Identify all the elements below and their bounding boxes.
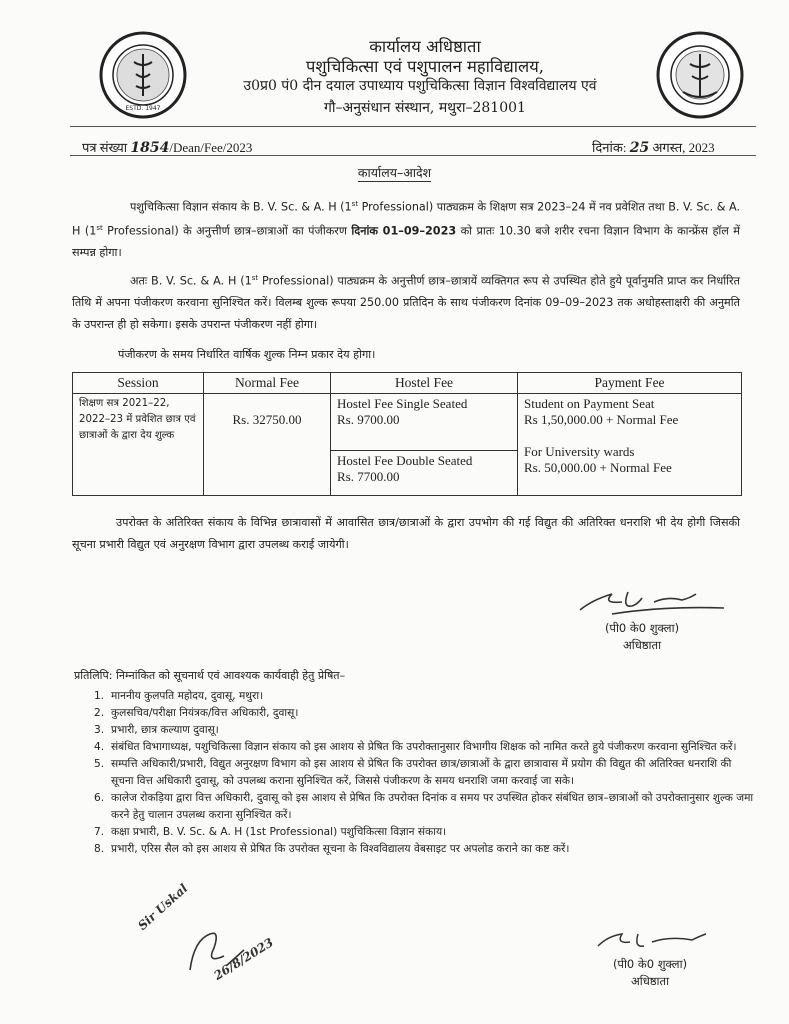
item-number: 3. xyxy=(94,724,105,736)
order-subject xyxy=(0,164,789,181)
p2-sup: st xyxy=(251,274,259,282)
fee-table-header-row xyxy=(73,373,742,394)
p1-sup: st xyxy=(351,200,359,208)
list-item xyxy=(94,688,754,705)
item-text: कक्षा प्रभारी, B. V. Sc. & A. H (1st Professional) पशुचिकित्सा विज्ञान संकाय। xyxy=(111,826,447,838)
hostel-single-value: Rs. 9700.00 xyxy=(337,412,400,427)
cell-hostel-double xyxy=(331,451,518,496)
cell-normal-fee: Rs. 32750.00 xyxy=(204,394,331,496)
paragraph-registration xyxy=(72,194,740,264)
p2-a: अतः B. V. Sc. & A. H (1 xyxy=(130,274,252,288)
college-name: पशुचिकित्सा एवं पशुपालन महाविद्यालय, xyxy=(305,57,545,76)
item-text: प्रभारी, छात्र कल्याण दुवासू। xyxy=(111,724,219,736)
signature-block-1 xyxy=(572,620,712,654)
dean-signature-2 xyxy=(592,924,712,954)
item-text: सम्पत्ति अधिकारी/प्रभारी, विद्युत अनुरक्षण विभाग को इस आशय से प्रेषित कि उपरोक्त छात्र/छात्राओं के द्वारा छात्रावास में प्रयोग की विद्युत की अतिरिक्त धनराशि की सूचना वित्त अधिकारी दुवासू, को उपलब्ध कराना सुनिश्चित करें, जिससे पंजीकरण के समय धनराशि जमा करवाई जा सके। xyxy=(111,758,732,787)
seal-estd-text: ESTD. 1947 xyxy=(125,105,161,112)
list-item xyxy=(94,722,754,739)
ref-prefix: पत्र संख्या xyxy=(82,140,128,155)
p2-b: Professional) पाठ्यक्रम के अनुत्तीर्ण छात्र–छात्रायें व्यक्तिगत रूप से उपस्थित होते हुये पूर्वानुमति प्राप्त कर निर्धारित तिथि में अपना पंजीकरण करवाना सुनिश्चित करें। विलम्ब शुल्क रूपया 250.00 प्रतिदिन के साथ पंजीकरण दिनांक 09–09–2023 तक अधोहस्ताक्षरी की अनुमति के उपरान्त ही हो सकेगा। इसके उपरान्त पंजीकरण नहीं होगा। xyxy=(72,274,741,331)
header-rule xyxy=(70,126,756,127)
list-item xyxy=(94,824,754,841)
item-number: 5. xyxy=(94,758,105,770)
handwritten-date: 26/8/2023 xyxy=(211,935,276,983)
signatory-name: (पी0 के0 शुक्ला) xyxy=(604,621,680,635)
dean-signature xyxy=(572,580,732,620)
order-subject-text: कार्यालय–आदेश xyxy=(357,165,432,180)
item-text: माननीय कुलपति महोदय, दुवासू, मथुरा। xyxy=(111,690,264,702)
date-prefix: दिनांक: xyxy=(592,140,627,155)
p1-a: पशुचिकित्सा विज्ञान संकाय के B. V. Sc. & A. H (1 xyxy=(130,200,352,214)
list-item xyxy=(94,790,754,824)
signature-block-2 xyxy=(580,956,720,990)
ref-number: 1854 xyxy=(130,140,170,156)
header-normal-fee: Normal Fee xyxy=(204,373,331,394)
letter-reference xyxy=(82,138,252,156)
university-name: उ0प्र0 पं0 दीन दयाल उपाध्याय पशुचिकित्सा विज्ञान विश्वविद्यालय एवं xyxy=(243,78,597,94)
date-day: 25 xyxy=(629,140,650,156)
date-suffix: अगस्त, 2023 xyxy=(652,140,715,155)
item-number: 6. xyxy=(94,792,105,804)
list-item xyxy=(94,841,754,858)
hostel-single-label: Hostel Fee Single Seated xyxy=(337,396,468,411)
p1-bold-date: दिनांक 01–09–2023 xyxy=(351,224,457,238)
list-item xyxy=(94,739,754,756)
p1-c: Professional) के अनुत्तीर्ण छात्र–छात्राओं का पंजीकरण xyxy=(102,224,352,238)
signatory-name-2: (पी0 के0 शुक्ला) xyxy=(612,957,688,971)
fee-table xyxy=(72,372,742,496)
university-wards-label: For University wards xyxy=(524,444,635,459)
payment-seat-label: Student on Payment Seat xyxy=(524,396,655,411)
header-session: Session xyxy=(73,373,204,394)
hostel-double-label: Hostel Fee Double Seated xyxy=(337,453,473,468)
office-title: कार्यालय अधिष्ठाता xyxy=(369,37,481,56)
list-item xyxy=(94,705,754,722)
cell-session: शिक्षण सत्र 2021–22, 2022–23 में प्रवेशित छात्र एवं छात्राओं के द्वारा देय शुल्क xyxy=(73,394,204,496)
p1-sup-2: st xyxy=(96,224,103,233)
list-item xyxy=(94,756,754,790)
item-number: 8. xyxy=(94,843,105,855)
institute-address: गौ–अनुसंधान संस्थान, मथुरा–281001 xyxy=(324,100,526,116)
copy-intro: प्रतिलिपि: निम्नांकित को सूचनार्थ एवं आवश्यक कार्यवाही हेतु प्रेषित– xyxy=(74,669,346,682)
cell-payment-fee xyxy=(518,394,742,496)
paragraph-electricity: उपरोक्त के अतिरिक्त संकाय के विभिन्न छात्रावासों में आवासित छात्र/छात्राओं के द्वारा उपभोग की गई विद्युत की अतिरिक्त धनराशि भी देय होगी जिसकी सूचना प्रभारी विद्युत एवं अनुरक्षण विभाग द्वारा उपलब्ध कराई जायेगी। xyxy=(72,516,740,551)
cell-hostel-single xyxy=(331,394,518,451)
paragraph-fee-intro: पंजीकरण के समय निर्धारित वार्षिक शुल्क निम्न प्रकार देय होगा। xyxy=(118,348,376,361)
item-number: 1. xyxy=(94,690,105,702)
paragraph-failed-students xyxy=(72,268,740,335)
fee-table-row xyxy=(73,394,742,451)
reference-rule xyxy=(70,155,756,156)
copy-list xyxy=(94,688,754,858)
signatory-designation: अधिष्ठाता xyxy=(622,638,662,652)
hostel-double-value: Rs. 7700.00 xyxy=(337,469,400,484)
item-text: कुलसचिव/परीक्षा नियंत्रक/वित्त अधिकारी, दुवासू। xyxy=(111,707,299,719)
item-text: संबंधित विभागाध्यक्ष, पशुचिकित्सा विज्ञान संकाय को इस आशय से प्रेषित कि उपरोक्तानुसार विभागीय शिक्षक को नामित करते हुये पंजीकरण करवाना सुनिश्चित करें। xyxy=(111,741,737,753)
payment-seat-value: Rs 1,50,000.00 + Normal Fee xyxy=(524,412,679,427)
p1-d: को प्रातः 10.30 बजे शरीर रचना विज्ञान विभाग के कान्फ्रेंस हॉल में सम्पन्न होगा। xyxy=(72,224,740,260)
signatory-designation-2: अधिष्ठाता xyxy=(630,974,670,988)
header-payment-fee: Payment Fee xyxy=(518,373,742,394)
item-number: 4. xyxy=(94,741,105,753)
letter-date xyxy=(592,138,715,156)
p1-b: Professional) पाठ्यक्रम के शिक्षण सत्र 2023–24 में नव प्रवेशित तथा B. V. Sc. & A. H (1 xyxy=(72,200,741,238)
university-seal-right xyxy=(655,30,745,120)
university-wards-value: Rs. 50,000.00 + Normal Fee xyxy=(524,460,672,475)
university-seal-left xyxy=(98,30,188,120)
item-number: 7. xyxy=(94,826,105,838)
item-text: प्रभारी, एरिस सैल को इस आशय से प्रेषित कि उपरोक्त सूचना के विश्वविद्यालय वेबसाइट पर अपलोड कराने का कष्ट करें। xyxy=(111,843,570,855)
header-hostel-fee: Hostel Fee xyxy=(331,373,518,394)
ref-suffix: /Dean/Fee/2023 xyxy=(169,140,253,155)
item-text: कालेज रोकड़िया द्वारा वित्त अधिकारी, दुवासू को इस आशय से प्रेषित कि उपरोक्त दिनांक व समय पर उपस्थित होकर संबंधित छात्र–छात्राओं को उपरोक्तानुसार शुल्क जमा करने हेतु चालान उपलब्ध कराना सुनिश्चित करें। xyxy=(111,792,754,821)
item-number: 2. xyxy=(94,707,105,719)
handwritten-note: Sir Uskal xyxy=(135,881,191,933)
